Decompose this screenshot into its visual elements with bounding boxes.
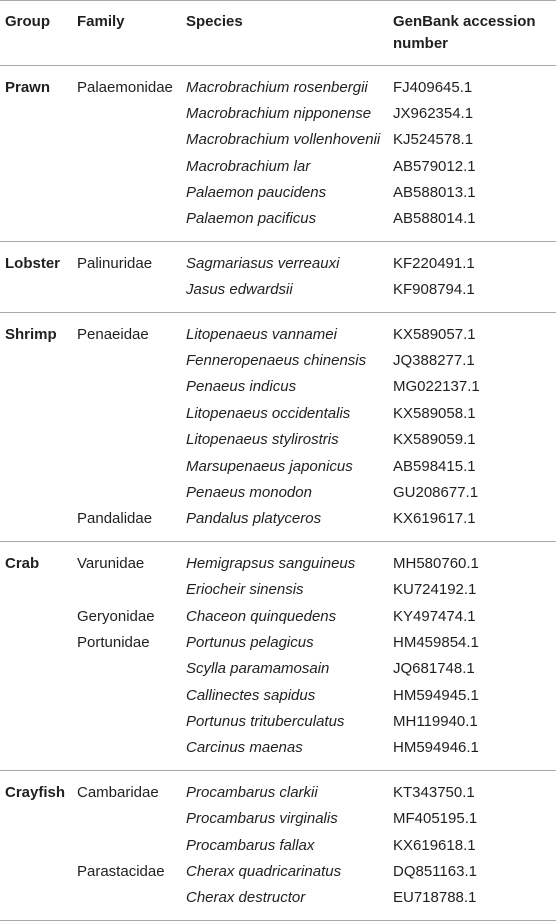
group-section-crayfish — [0, 771, 556, 921]
table-row — [5, 859, 556, 885]
species-cell: Macrobrachium nipponense — [186, 104, 372, 122]
group-name: Crab — [5, 554, 40, 572]
species-cell: Macrobrachium lar — [186, 157, 311, 175]
accession-cell: MH580760.1 — [393, 554, 479, 572]
species-cell: Fenneropenaeus chinensis — [186, 352, 367, 370]
table-row — [5, 277, 556, 303]
species-cell: Litopenaeus stylirostris — [186, 431, 339, 449]
group-section-lobster — [0, 242, 556, 313]
accession-cell: FJ409645.1 — [393, 78, 473, 96]
group-section-shrimp — [0, 313, 556, 542]
accession-cell: KT343750.1 — [393, 783, 475, 801]
species-cell: Penaeus monodon — [186, 483, 312, 501]
species-cell: Procambarus virginalis — [186, 810, 338, 828]
accession-cell: EU718788.1 — [393, 889, 477, 907]
table-row — [5, 75, 556, 101]
column-header-accession: GenBank accession number — [393, 13, 536, 52]
accession-cell: KX589058.1 — [393, 404, 476, 422]
table-row — [5, 180, 556, 206]
species-cell: Penaeus indicus — [186, 378, 297, 396]
family-cell: Pandalidae — [77, 510, 153, 528]
accession-cell: KY497474.1 — [393, 607, 476, 625]
species-cell: Procambarus fallax — [186, 836, 315, 854]
species-cell: Sagmariasus verreauxi — [186, 254, 340, 272]
table-row — [5, 735, 556, 761]
species-cell: Macrobrachium rosenbergii — [186, 78, 368, 96]
accession-cell: JQ388277.1 — [393, 352, 475, 370]
table-row — [5, 709, 556, 735]
group-name: Crayfish — [5, 783, 66, 801]
group-section-crab — [0, 542, 556, 771]
accession-cell: KJ524578.1 — [393, 131, 474, 149]
table-row — [5, 251, 556, 277]
species-cell: Macrobrachium vollenhovenii — [186, 131, 381, 149]
accession-cell: AB598415.1 — [393, 457, 476, 475]
table-row — [5, 154, 556, 180]
table-row — [5, 348, 556, 374]
species-cell: Procambarus clarkii — [186, 783, 318, 801]
species-cell: Carcinus maenas — [186, 739, 303, 757]
table-row — [5, 656, 556, 682]
accession-cell: GU208677.1 — [393, 483, 479, 501]
accession-cell: HM594945.1 — [393, 686, 479, 704]
accession-cell: AB588014.1 — [393, 210, 476, 228]
accession-cell: KF220491.1 — [393, 254, 475, 272]
species-cell: Litopenaeus occidentalis — [186, 404, 351, 422]
species-cell: Litopenaeus vannamei — [186, 325, 337, 343]
family-cell: Palaemonidae — [77, 78, 173, 96]
accession-cell: AB588013.1 — [393, 184, 476, 202]
table-row — [5, 506, 556, 532]
table-row — [5, 374, 556, 400]
accession-cell: KF908794.1 — [393, 281, 475, 299]
species-cell: Palaemon pacificus — [186, 210, 317, 228]
family-cell: Geryonidae — [77, 607, 155, 625]
table-row — [5, 127, 556, 153]
species-cell: Hemigrapsus sanguineus — [186, 554, 356, 572]
accession-cell: MH119940.1 — [393, 713, 478, 731]
accession-cell: KX619617.1 — [393, 510, 476, 528]
species-cell: Cherax destructor — [186, 889, 306, 907]
accession-cell: MG022137.1 — [393, 378, 480, 396]
table-row — [5, 551, 556, 577]
table-row — [5, 480, 556, 506]
accession-cell: HM459854.1 — [393, 633, 479, 651]
species-cell: Palaemon paucidens — [186, 184, 327, 202]
table-row — [5, 322, 556, 348]
family-cell: Parastacidae — [77, 863, 165, 881]
accession-cell: KX619618.1 — [393, 836, 476, 854]
species-cell: Pandalus platyceros — [186, 510, 322, 528]
accession-cell: MF405195.1 — [393, 810, 478, 828]
family-cell: Palinuridae — [77, 254, 153, 272]
table-row — [5, 885, 556, 911]
family-cell: Cambaridae — [77, 783, 159, 801]
accession-cell: AB579012.1 — [393, 157, 476, 175]
table-row — [5, 683, 556, 709]
table-row — [5, 454, 556, 480]
accession-cell: HM594946.1 — [393, 739, 479, 757]
table-row — [5, 206, 556, 232]
table-row — [5, 604, 556, 630]
accession-cell: KX589057.1 — [393, 325, 476, 343]
species-cell: Marsupenaeus japonicus — [186, 457, 353, 475]
table-row — [5, 577, 556, 603]
accession-cell: JQ681748.1 — [393, 660, 475, 678]
table-header — [0, 1, 556, 66]
species-cell: Scylla paramamosain — [186, 660, 330, 678]
group-name: Prawn — [5, 78, 51, 96]
species-cell: Portunus pelagicus — [186, 633, 314, 651]
column-header-family: Family — [77, 13, 125, 30]
species-cell: Portunus trituberculatus — [186, 713, 345, 731]
species-cell: Jasus edwardsii — [186, 281, 293, 299]
accession-cell: DQ851163.1 — [393, 863, 477, 881]
family-cell: Portunidae — [77, 633, 150, 651]
table-row — [5, 101, 556, 127]
family-cell: Varunidae — [77, 554, 145, 572]
species-cell: Eriocheir sinensis — [186, 581, 304, 599]
group-section-prawn — [0, 66, 556, 242]
group-name: Shrimp — [5, 325, 57, 343]
species-cell: Cherax quadricarinatus — [186, 863, 342, 881]
group-name: Lobster — [5, 254, 61, 272]
table-row — [5, 427, 556, 453]
table-row — [5, 833, 556, 859]
table-row — [5, 630, 556, 656]
family-cell: Penaeidae — [77, 325, 149, 343]
table-row — [5, 401, 556, 427]
table-row — [5, 780, 556, 806]
species-cell: Chaceon quinquedens — [186, 607, 337, 625]
species-cell: Callinectes sapidus — [186, 686, 316, 704]
accession-cell: KX589059.1 — [393, 431, 476, 449]
column-header-species: Species — [186, 13, 243, 30]
accession-cell: JX962354.1 — [393, 104, 474, 122]
table-row — [5, 806, 556, 832]
column-header-group: Group — [5, 13, 50, 30]
accession-cell: KU724192.1 — [393, 581, 477, 599]
